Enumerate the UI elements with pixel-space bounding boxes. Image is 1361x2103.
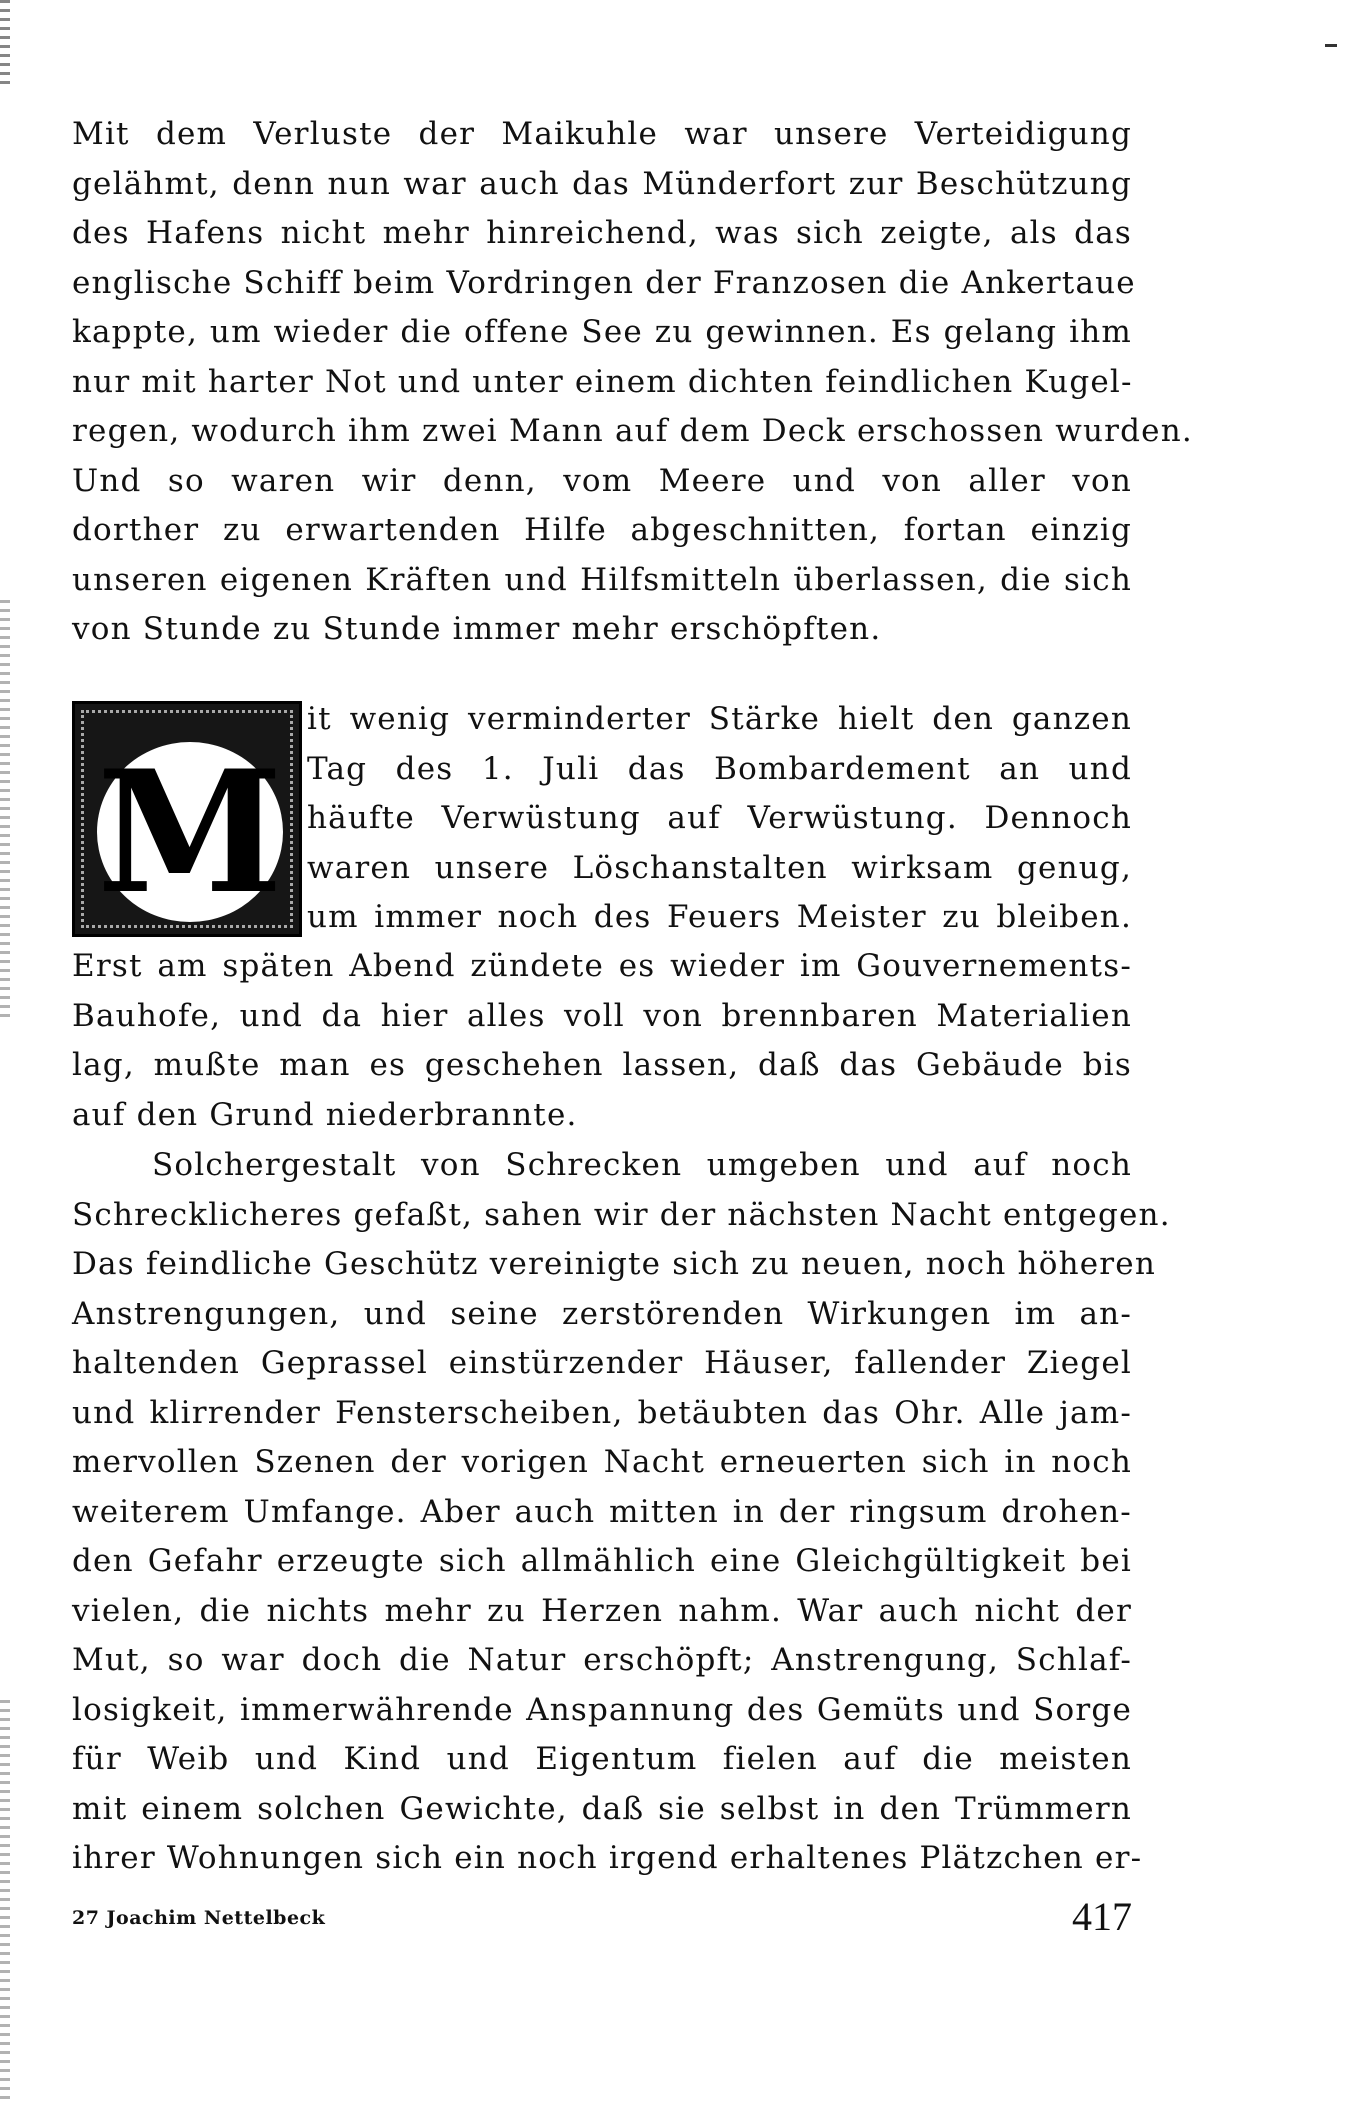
text-line: nur mit harter Not und unter einem dichten feindlichen Kugel- — [72, 363, 1133, 400]
text-line: und klirrender Fensterscheiben, betäubten das Ohr. Alle jam- — [72, 1394, 1132, 1431]
text-line: lag, mußte man es geschehen lassen, daß das Gebäude bis — [72, 1047, 1132, 1083]
page-number: 417 — [1072, 1894, 1132, 1939]
text-line: Bauhofe, und da hier alles voll von brennbaren Materialien — [72, 997, 1132, 1034]
scan-edge-mark-middle — [0, 600, 10, 1020]
text-line: gelähmt, denn nun war auch das Münderfort zur Beschützung — [72, 165, 1132, 202]
text-line: um immer noch des Feuers Meister zu bleiben. — [307, 899, 1132, 935]
text-line: Solchergestalt von Schrecken umgeben und auf noch — [152, 1147, 1132, 1183]
text-line: waren unsere Löschanstalten wirksam genug, — [307, 849, 1132, 886]
text-line: mervollen Szenen der vorigen Nacht erneuerten sich in noch — [72, 1444, 1132, 1480]
text-line: des Hafens nicht mehr hinreichend, was sich zeigte, als das — [72, 215, 1132, 251]
text-line: Anstrengungen, und seine zerstörenden Wirkungen im an- — [72, 1295, 1132, 1332]
text-line: auf den Grund niederbrannte. — [72, 1096, 578, 1133]
text-line: für Weib und Kind und Eigentum fielen auf die meisten — [72, 1741, 1132, 1777]
printer-signature: 27 Joachim Nettelbeck — [72, 1907, 326, 1929]
text-line: den Gefahr erzeugte sich allmählich eine Gleichgültigkeit bei — [72, 1543, 1132, 1579]
text-line: Erst am späten Abend zündete es wieder im Gouvernements- — [72, 948, 1132, 984]
text-line: it wenig verminderter Stärke hielt den ganzen — [307, 701, 1132, 737]
text-line: kappte, um wieder die offene See zu gewinnen. Es gelang ihm — [72, 314, 1132, 350]
scan-edge-mark-bottom — [0, 1700, 10, 2100]
text-line: dorther zu erwartenden Hilfe abgeschnitten, fortan einzig — [72, 512, 1132, 548]
text-line: vielen, die nichts mehr zu Herzen nahm. War auch nicht der — [72, 1592, 1132, 1629]
paragraph-2-dropcap-section — [72, 695, 1132, 945]
text-line: Schrecklicheres gefaßt, sahen wir der nächsten Nacht entgegen. — [72, 1196, 1171, 1233]
text-line: englische Schiff beim Vordringen der Franzosen die Ankertaue — [72, 264, 1136, 301]
scan-corner-mark — [1325, 44, 1337, 47]
text-line: mit einem solchen Gewichte, daß sie selbst in den Trümmern — [72, 1790, 1132, 1827]
scan-edge-mark-top — [0, 0, 10, 90]
paragraph-1 — [72, 110, 1193, 655]
paragraph-3 — [72, 1141, 1171, 1884]
text-line: von Stunde zu Stunde immer mehr erschöpften. — [72, 611, 882, 647]
text-line: unseren eigenen Kräften und Hilfsmitteln überlassen, die sich — [72, 561, 1132, 598]
paragraph-2-continuation — [72, 942, 1132, 1140]
page-footer — [72, 1893, 1132, 1949]
text-line: Und so waren wir denn, vom Meere und von aller von — [72, 462, 1132, 499]
text-line: losigkeit, immerwährende Anspannung des Gemüts und Sorge — [72, 1691, 1132, 1728]
text-line: regen, wodurch ihm zwei Mann auf dem Deck erschossen wurden. — [72, 413, 1193, 449]
text-line: Das feindliche Geschütz vereinigte sich zu neuen, noch höheren — [72, 1246, 1157, 1282]
text-line: ihrer Wohnungen sich ein noch irgend erhaltenes Plätzchen er- — [72, 1840, 1143, 1876]
drop-cap-initial — [72, 701, 302, 937]
text-line: häufte Verwüstung auf Verwüstung. Dennoch — [307, 800, 1132, 836]
text-line: Mit dem Verluste der Maikuhle war unsere Verteidigung — [72, 116, 1132, 152]
text-line: weiterem Umfange. Aber auch mitten in der ringsum drohen- — [72, 1493, 1132, 1530]
text-line: Tag des 1. Juli das Bombardement an und — [307, 750, 1132, 787]
drop-cap-lines — [307, 695, 1132, 943]
text-line: Mut, so war doch die Natur erschöpft; Anstrengung, Schlaf- — [72, 1642, 1132, 1678]
text-line: haltenden Geprassel einstürzender Häuser, fallender Ziegel — [72, 1345, 1132, 1381]
drop-cap-letter: M — [97, 733, 283, 931]
